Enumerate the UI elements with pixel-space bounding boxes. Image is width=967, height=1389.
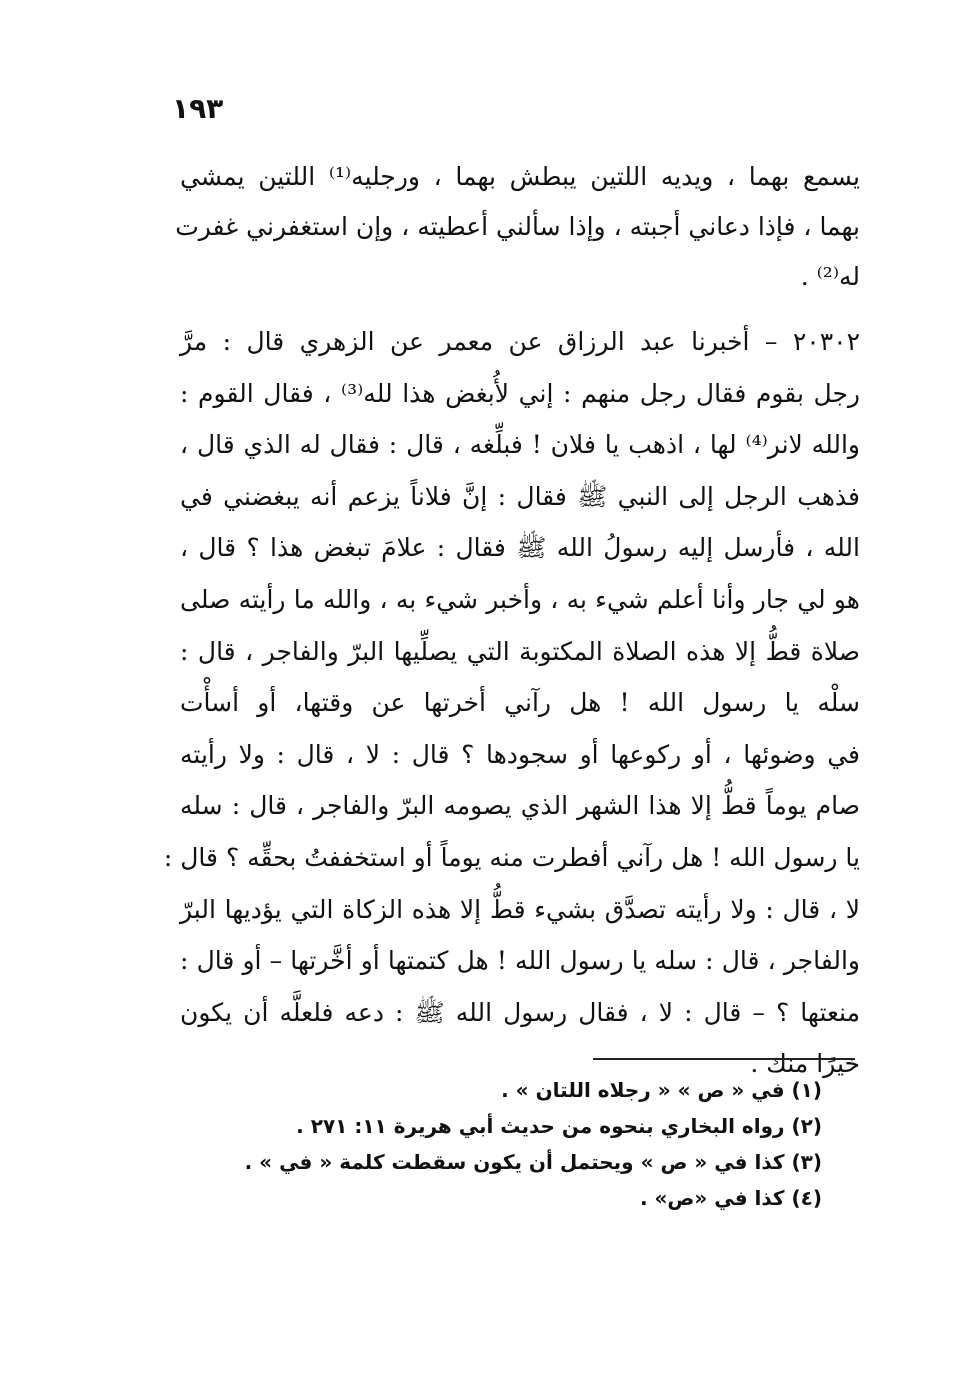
text-line: والله لانر⁽⁴⁾ لها ، اذهب يا فلان ! فبلِّغه ، قال : فقال له الذي قال ، xyxy=(180,430,860,460)
text-line: لا ، قال : ولا رأيته تصدَّق بشيء قطُّ إلا هذه الزكاة التي يؤديها البرّ xyxy=(180,894,860,924)
footnote-2: (٢) رواه البخاري بنحوه من حديث أبي هريرة ١١: ٢٧١ . xyxy=(296,1114,822,1138)
text-line: منعتها ؟ – قال : لا ، فقال رسول الله ﷺ : دعه فلعلَّه أن يكون xyxy=(180,997,860,1027)
text-line: بهما ، فإذا دعاني أجبته ، وإذا سألني أعطيته ، وإن استغفرني غفرت xyxy=(175,212,860,241)
paragraph-continuation xyxy=(175,152,860,302)
text-line: له⁽²⁾ . xyxy=(800,262,860,291)
text-line: ٢٠٣٠٢ – أخبرنا عبد الرزاق عن معمر عن الزهري قال : مرَّ xyxy=(180,327,860,356)
footnote-4: (٤) كذا في «ص» . xyxy=(639,1186,822,1210)
text-line: فذهب الرجل إلى النبي ﷺ فقال : إنَّ فلاناً يزعم أنه يبغضني في xyxy=(180,481,860,511)
text-line: صلاة قطُّ إلا هذه الصلاة المكتوبة التي يصلِّيها البرّ والفاجر ، قال : xyxy=(180,636,860,666)
text-line: صام يوماً قطُّ إلا هذا الشهر الذي يصومه البرّ والفاجر ، قال : سله xyxy=(180,791,860,821)
footnote-1: (١) في « ص » « رجلاه اللتان » . xyxy=(501,1078,822,1102)
footnote-divider xyxy=(593,1058,855,1060)
text-line: يسمع بهما ، ويديه اللتين يبطش بهما ، ورجليه⁽¹⁾ اللتين يمشي xyxy=(180,162,860,191)
text-line: يا رسول الله ! هل رآني أفطرت منه يوماً أو استخففتُ بحقِّه ؟ قال : xyxy=(163,842,860,872)
page-number: ١٩٣ xyxy=(172,92,224,125)
footnotes xyxy=(244,1072,822,1216)
text-line: سلْه يا رسول الله ! هل رآني أخرتها عن وقتها، أو أسأْت xyxy=(180,688,860,718)
text-line: خيرًا منك . xyxy=(750,1049,860,1079)
hadith-paragraph xyxy=(163,316,860,1090)
text-line: الله ، فأرسل إليه رسولُ الله ﷺ فقال : علامَ تبغض هذا ؟ قال ، xyxy=(180,533,860,563)
text-line: هو لي جار وأنا أعلم شيء به ، وأخبر شيء به ، والله ما رأيته صلى xyxy=(180,584,860,614)
text-line: والفاجر ، قال : سله يا رسول الله ! هل كتمتها أو أخَّرتها – أو قال : xyxy=(180,946,860,976)
footnote-3: (٣) كذا في « ص » ويحتمل أن يكون سقطت كلمة « في » . xyxy=(244,1150,822,1174)
text-line: في وضوئها ، أو ركوعها أو سجودها ؟ قال : لا ، قال : ولا رأيته xyxy=(180,739,860,769)
text-line: رجل بقوم فقال رجل منهم : إني لأُبغض هذا لله⁽³⁾ ، فقال القوم : xyxy=(180,378,860,408)
